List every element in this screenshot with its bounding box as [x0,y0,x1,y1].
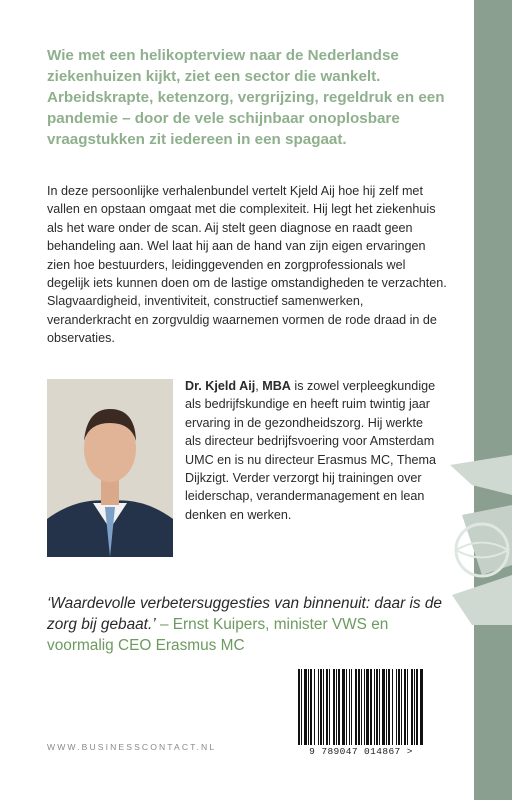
author-name: Dr. Kjeld Aij [185,379,256,393]
barcode-bar [364,669,365,745]
barcode-bar [401,669,402,745]
author-name-separator: , [255,379,263,393]
intro-paragraph: In deze persoonlijke verhalenbundel vertelt Kjeld Aij hoe hij zelf met vallen en opstaan omgaat met die complexiteit. Hij legt het ziekenhuis als het ware onder de scan. Aij stelt geen diagnose en raadt geen behandeling aan. Wel laat hij aan de hand van zijn eigen ervaringen zien hoe bestuurders, leidinggevenden en zorgprofessionals wel degelijk iets kunnen doen om de lastige omstandigheden te verzachten. Slagvaardigheid, inventiviteit, constructief samenwerken, veranderkracht en zorgvuldig waarnemen vormen de rode draad in de observaties. [47,184,447,346]
barcode-bar [333,669,335,745]
barcode-bar [298,669,300,745]
barcode-bar [407,669,408,745]
barcode-bar [396,669,397,745]
isbn-digits: 9 789047 014867 > [309,746,413,757]
barcode-bar [338,669,340,745]
author-portrait [47,379,173,557]
publisher-website: WWW.BUSINESSCONTACT.NL [47,742,217,752]
barcode-bar [301,669,302,745]
barcode-bar [336,669,337,745]
author-bio [185,377,437,524]
spine-band [474,0,512,800]
barcode-bar [376,669,378,745]
barcode-bar [314,669,315,745]
author-photo-icon [47,379,173,557]
isbn-barcode [296,667,426,747]
barcode-bar [382,669,385,745]
author-title: MBA [262,379,291,393]
barcode-bar [361,669,362,745]
author-bio-text: is zowel verpleegkundige als bedrijfskundige en heeft ruim twintig jaar ervaring in de gezondheidszorg. Hij werkte als directeur bedrijfsvoering voor Amsterdam UMC en is nu directeur Erasmus MC, Thema Dijkzigt. Verder verzorgt hij trainingen over leiderschap, verandermanagement en lean denken en werken. [185,379,437,522]
endorsement-quote [47,593,457,656]
blurb-text: Wie met een helikopterview naar de Nederlandse ziekenhuizen kijkt, ziet een sector die wankelt. Arbeidskrapte, ketenzorg, vergrijzing, regeldruk en een pandemie – door de vele schijnbaar onoplosbare vraagstukken zit iedereen in een spagaat. [47,47,445,148]
barcode-bar [386,669,387,745]
barcode-bar [323,669,324,745]
barcode-bar [326,669,328,745]
barcode-bar [392,669,393,745]
barcode-bar [404,669,406,745]
barcode-bar [318,669,319,745]
barcode-bar [388,669,390,745]
barcode-bar [370,669,372,745]
quote-attribution: – Ernst Kuipers, minister VWS en voormalig CEO Erasmus MC [47,616,389,654]
barcode-bar [420,669,423,745]
barcode-bar [346,669,347,745]
barcode-bar [320,669,322,745]
barcode-bar [304,669,307,745]
barcode-bar [349,669,350,745]
quote-text: ‘Waardevolle verbetersuggesties van binnenuit: daar is de zorg bij gebaat.’ [47,595,442,633]
barcode-bar [414,669,415,745]
barcode-bar [358,669,360,745]
barcode-bar [366,669,369,745]
barcode-bar [374,669,375,745]
barcode-bar [308,669,309,745]
barcode-bar [416,669,418,745]
barcode-bar [355,669,357,745]
barcode-bar [411,669,413,745]
barcode-bar [329,669,330,745]
barcode-bar [398,669,400,745]
barcode-bar [342,669,345,745]
barcode-bar [379,669,380,745]
barcode-bar [310,669,312,745]
barcode-bar [351,669,352,745]
